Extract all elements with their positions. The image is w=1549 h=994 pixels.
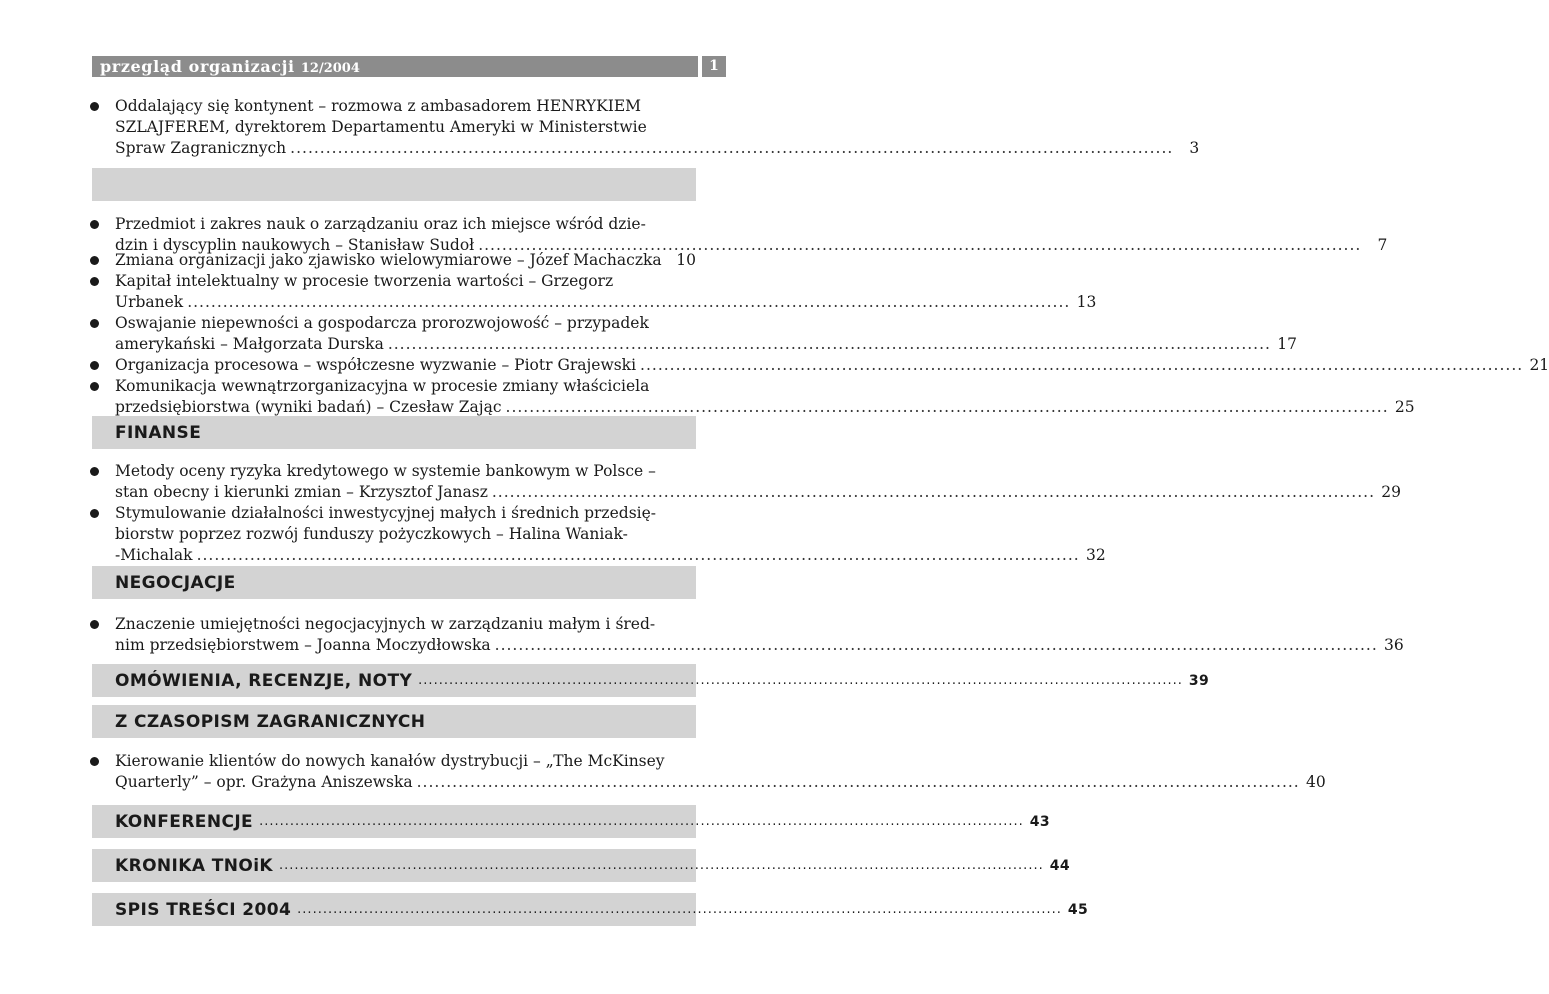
section-bar-negocjacje [92, 566, 696, 599]
entry-line: SZLAJFEREM, dyrektorem Departamentu Ameryki w Ministerstwie [115, 118, 647, 136]
bullet-icon [90, 509, 99, 518]
bullet-icon [90, 382, 99, 391]
dot-leader: ..................................................................................................................................................... [297, 902, 1062, 917]
entry-line: Znaczenie umiejętności negocjacyjnych w zarządzaniu małym i śred- [115, 615, 656, 633]
entry-line: Kierowanie klientów do nowych kanałów dystrybucji – „The McKinsey [115, 752, 665, 770]
entry-last-line: Spraw Zagranicznych ..................................................................................................................................................... 3 [115, 139, 1200, 157]
running-header [92, 56, 726, 77]
entry-line: Stymulowanie działalności inwestycyjnej małych i średnich przedsię- [115, 504, 657, 522]
toc-entry[interactable] [92, 250, 696, 271]
toc-entry[interactable] [92, 313, 1297, 355]
section-title: SPIS TREŚCI 2004 [115, 899, 292, 920]
bullet-icon [90, 220, 99, 229]
section-title: KRONIKA TNOiK [115, 855, 273, 876]
toc-entry[interactable] [92, 96, 1200, 159]
dot-leader: ..................................................................................................................................................... [416, 773, 1300, 791]
entry-page: 10 [676, 251, 696, 269]
section-title: NEGOCJACJE [115, 572, 236, 593]
section-bar-spis[interactable] [92, 893, 1089, 926]
bullet-icon [90, 620, 99, 629]
entry-last-line: amerykański – Małgorzata Durska ..................................................................................................................................................... 17 [115, 335, 1297, 353]
journal-title: przegląd organizacji 12/2004 [100, 57, 360, 76]
entry-page: 29 [1381, 483, 1401, 501]
entry-line: Oddalający się kontynent – rozmowa z ambasadorem HENRYKIEM [115, 97, 642, 115]
entry-last-line: nim przedsiębiorstwem – Joanna Moczydłowska ..................................................................................................................................................... 36 [115, 636, 1404, 654]
entry-line: biorstw poprzez rozwój funduszy pożyczkowych – Halina Waniak- [115, 525, 628, 543]
dot-leader: ..................................................................................................................................................... [387, 335, 1271, 353]
bullet-icon [90, 102, 99, 111]
entry-last-line: Urbanek ..................................................................................................................................................... 13 [115, 293, 1097, 311]
entry-line: Komunikacja wewnątrzorganizacyjna w procesie zmiany właściciela [115, 377, 650, 395]
toc-entry[interactable] [92, 614, 1404, 656]
dot-leader: ..................................................................................................................................................... [196, 546, 1080, 564]
entry-line: Kapitał intelektualny w procesie tworzenia wartości – Grzegorz [115, 272, 614, 290]
entry-last-line: -Michalak ..................................................................................................................................................... 32 [115, 546, 1106, 564]
section-bar-blank [92, 168, 696, 201]
entry-page: 36 [1384, 636, 1404, 654]
toc-entry[interactable] [92, 461, 1401, 503]
entry-page: 7 [1377, 236, 1388, 254]
dot-leader: ..................................................................................................................................................... [290, 139, 1174, 157]
dot-leader: ..................................................................................................................................................... [187, 293, 1071, 311]
bullet-icon [90, 757, 99, 766]
entry-last-line: Quarterly” – opr. Grażyna Aniszewska ..................................................................................................................................................... 40 [115, 773, 1326, 791]
section-bar-konferencje[interactable] [92, 805, 1051, 838]
bullet-icon [90, 319, 99, 328]
dot-leader: ..................................................................................................................................................... [418, 673, 1183, 688]
page-number: 1 [702, 56, 726, 77]
entry-page: 40 [1306, 773, 1326, 791]
section-title: OMÓWIENIA, RECENZJE, NOTY [115, 670, 413, 691]
entry-last-line: dzin i dyscyplin naukowych – Stanisław Sudoł ..................................................................................................................................................... 7 [115, 236, 1388, 254]
section-page: 39 [1188, 672, 1210, 689]
section-bar-czasopism [92, 705, 696, 738]
bullet-icon [90, 277, 99, 286]
dot-leader: ..................................................................................................................................................... [494, 636, 1378, 654]
section-page: 45 [1067, 901, 1089, 918]
section-title: FINANSE [115, 422, 202, 443]
entry-page: 32 [1085, 546, 1106, 564]
entry-last-line: Organizacja procesowa – współczesne wyzwanie – Piotr Grajewski ..................................................................................................................................................... 21 [115, 356, 1549, 374]
section-bar-kronika[interactable] [92, 849, 1071, 882]
entry-line: Oswajanie niepewności a gospodarcza prorozwojowość – przypadek [115, 314, 649, 332]
entry-page: 3 [1189, 139, 1200, 157]
dot-leader: ..................................................................................................................................................... [640, 356, 1524, 374]
entry-last-line: przedsiębiorstwa (wyniki badań) – Czesław Zając ..................................................................................................................................................... 25 [115, 398, 1415, 416]
dot-leader: ..................................................................................................................................................... [478, 236, 1362, 254]
entry-line: Przedmiot i zakres nauk o zarządzaniu oraz ich miejsce wśród dzie- [115, 215, 646, 233]
entry-page: 17 [1277, 335, 1297, 353]
header-bar [92, 56, 698, 77]
toc-entry[interactable] [92, 355, 1549, 376]
section-page: 44 [1049, 857, 1071, 874]
toc-entry[interactable] [92, 751, 1326, 793]
entry-page: 13 [1076, 293, 1097, 311]
issue-number: 12/2004 [300, 61, 360, 76]
section-bar-finanse [92, 416, 696, 449]
entry-last-line: Zmiana organizacji jako zjawisko wielowymiarowe – Józef Machaczka 10 [115, 251, 696, 269]
dot-leader: ..................................................................................................................................................... [491, 483, 1375, 501]
entry-line: Metody oceny ryzyka kredytowego w systemie bankowym w Polsce – [115, 462, 656, 480]
section-bar-omowienia[interactable] [92, 664, 1210, 697]
toc-entry[interactable] [92, 271, 1097, 313]
dot-leader: ..................................................................................................................................................... [279, 858, 1044, 873]
bullet-icon [90, 361, 99, 370]
toc-entry[interactable] [92, 503, 1106, 566]
bullet-icon [90, 256, 99, 265]
section-title: Z CZASOPISM ZAGRANICZNYCH [115, 711, 426, 732]
entry-last-line: stan obecny i kierunki zmian – Krzysztof Janasz ..................................................................................................................................................... 29 [115, 483, 1401, 501]
section-title: KONFERENCJE [115, 811, 254, 832]
dot-leader: ..................................................................................................................................................... [505, 398, 1389, 416]
entry-page: 25 [1394, 398, 1415, 416]
section-page: 43 [1029, 813, 1051, 830]
bullet-icon [90, 467, 99, 476]
toc-entry[interactable] [92, 376, 1415, 418]
dot-leader: ..................................................................................................................................................... [259, 814, 1024, 829]
entry-page: 21 [1529, 356, 1549, 374]
